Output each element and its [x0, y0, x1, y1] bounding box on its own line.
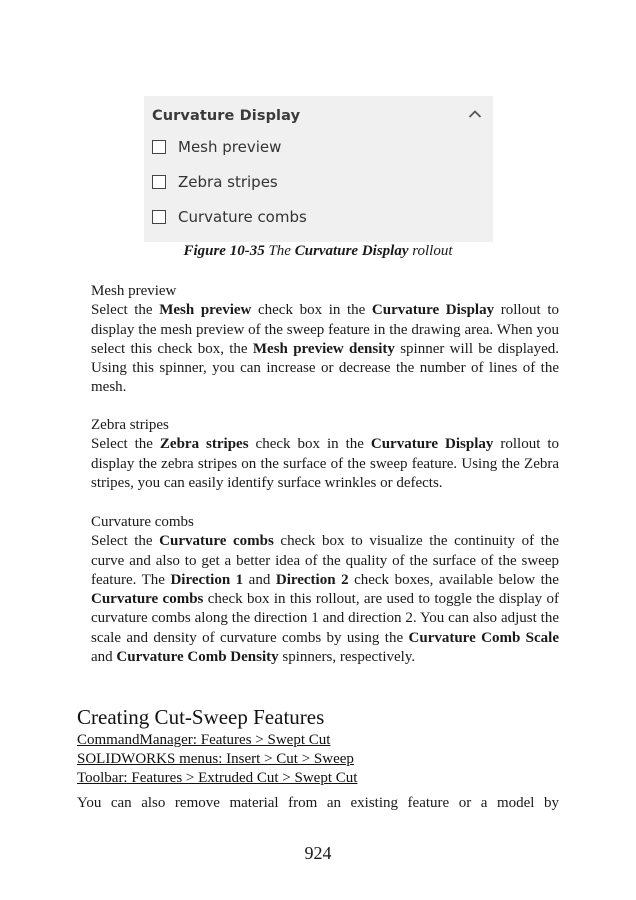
bold-term: Direction 2: [275, 571, 349, 588]
caption-post: rollout: [408, 243, 453, 259]
section-heading: Creating Cut-Sweep Features: [77, 705, 325, 729]
section-curvature-combs: [91, 513, 559, 667]
chevron-up-icon[interactable]: [468, 109, 482, 119]
bold-term: Curvature combs: [159, 533, 274, 550]
mesh-preview-label: Mesh preview: [178, 138, 282, 156]
zebra-stripes-label: Zebra stripes: [178, 173, 278, 191]
solidworks-menus-path: SOLIDWORKS menus: Insert > Cut > Sweep: [77, 751, 354, 767]
section-zebra-stripes: [91, 416, 559, 493]
bold-term: Curvature Comb Scale: [408, 629, 559, 646]
bold-term: Zebra stripes: [159, 436, 249, 453]
mesh-preview-checkbox[interactable]: [152, 140, 166, 154]
curvature-combs-label: Curvature combs: [178, 208, 307, 226]
bold-term: Curvature Display: [370, 436, 494, 453]
mesh-preview-checkbox-row[interactable]: [152, 137, 281, 157]
section-title: Mesh preview: [91, 283, 177, 299]
bold-term: Mesh preview: [159, 302, 252, 319]
bold-term: Curvature Comb Density: [116, 649, 279, 666]
page-number: 924: [304, 843, 332, 863]
zebra-stripes-checkbox[interactable]: [152, 175, 166, 189]
section-body: [91, 435, 559, 493]
bold-term: Mesh preview density: [252, 340, 395, 357]
commandmanager-path: CommandManager: Features > Swept Cut: [77, 732, 331, 748]
toolbar-path: Toolbar: Features > Extruded Cut > Swept Cut: [77, 770, 358, 786]
section-title: Zebra stripes: [91, 417, 169, 433]
text-run: and: [91, 649, 117, 666]
bold-term: Curvature combs: [91, 591, 204, 608]
text-run: rollout to display the zebra stripes on the surface of the sweep feature. Using the Zebra stripes, you can easily identify surface wrinkles or defects.: [91, 436, 560, 491]
text-run: Select the: [91, 533, 160, 550]
section-title: Curvature combs: [91, 514, 194, 530]
bold-term: Curvature Display: [371, 302, 495, 319]
text-run: check box in the: [251, 302, 372, 319]
text-run: rollout to display the mesh preview of the sweep feature in the drawing area. When you select this check box, the: [91, 302, 560, 357]
text-run: check box in the: [248, 436, 371, 453]
text-run: spinners, respectively.: [278, 649, 416, 666]
section-body: [91, 532, 559, 667]
caption-pre: The: [264, 243, 295, 259]
text-run: spinner will be displayed. Using this spinner, you can increase or decrease the number of lines of the mesh.: [91, 340, 559, 396]
figure-number: Figure 10-35: [183, 243, 265, 259]
closing-paragraph: You can also remove material from an existing feature or a model by: [77, 795, 559, 811]
curvature-display-rollout: [144, 96, 493, 242]
text-run: Select the: [91, 302, 160, 319]
section-mesh-preview: [91, 282, 559, 398]
section-body: [91, 301, 559, 397]
curvature-combs-checkbox[interactable]: [152, 210, 166, 224]
bold-term: Direction 1: [170, 571, 244, 588]
text-run: check box to visualize the continuity of the curve and also to get a better idea of the quality of the surface of the sweep feature. The: [91, 533, 559, 588]
text-run: Select the: [91, 436, 160, 453]
text-run: check box in this rollout, are used to toggle the display of curvature combs along the direction 1 and direction 2. You can also adjust the scale and density of curvature combs by using the: [91, 591, 559, 646]
zebra-stripes-checkbox-row[interactable]: [152, 172, 278, 192]
curvature-combs-checkbox-row[interactable]: [152, 207, 307, 227]
text-run: check boxes, available below the: [348, 571, 559, 588]
caption-rollout-name: Curvature Display: [294, 243, 409, 259]
figure-caption: [0, 243, 636, 260]
rollout-title: Curvature Display: [152, 108, 301, 124]
text-run: and: [243, 571, 276, 588]
